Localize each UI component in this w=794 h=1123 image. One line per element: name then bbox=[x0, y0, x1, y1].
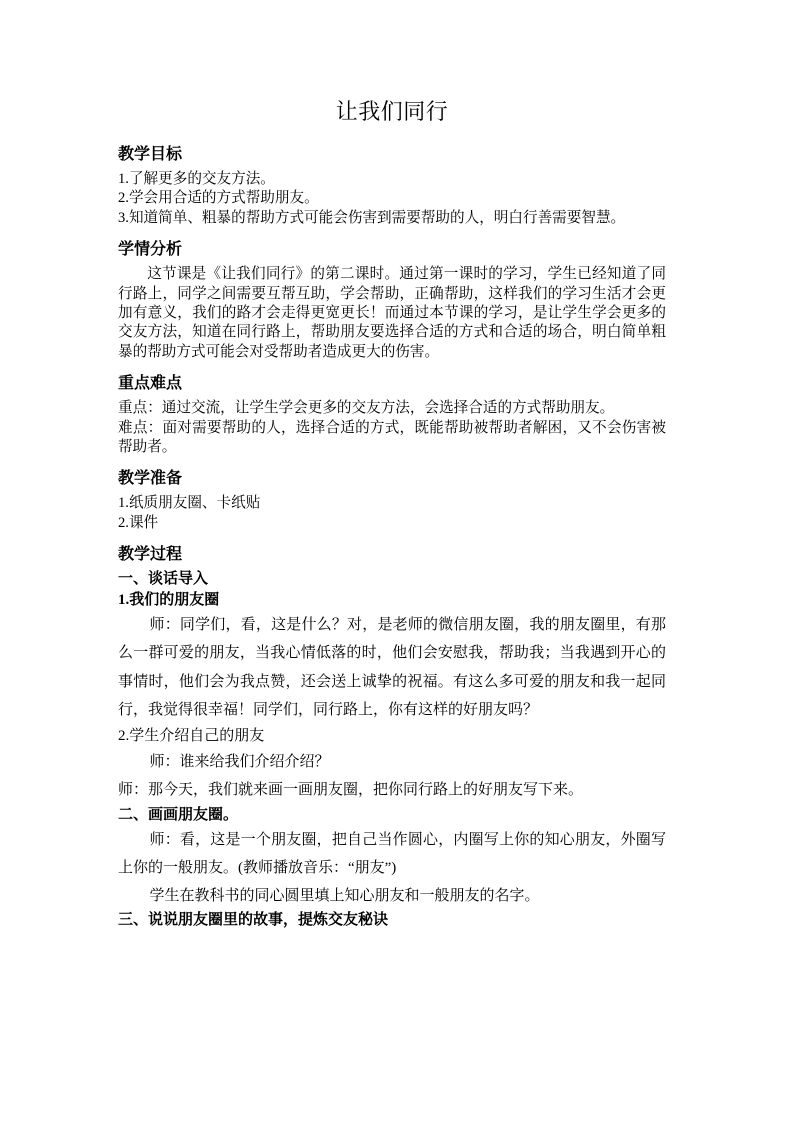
teacher-speech-2: 师：谁来给我们介绍介绍？ bbox=[149, 754, 330, 771]
page-title: 让我们同行 bbox=[335, 99, 449, 124]
preparation-item-1: 1.纸质朋友圈、卡纸贴 bbox=[118, 495, 261, 512]
section-heading-student-analysis: 学情分析 bbox=[118, 241, 183, 259]
process-substep-one-heading: 1.我们的朋友圈 bbox=[118, 592, 220, 609]
process-step-one-heading: 一、谈话导入 bbox=[118, 571, 209, 588]
teacher-speech-4: 师：看，这是一个朋友圈，把自己当作圆心，内圈写上你的知心朋友，外圈写上你的一般朋友。(教师播放音乐：“朋友”) bbox=[118, 831, 666, 876]
section-heading-process: 教学过程 bbox=[118, 546, 183, 564]
process-substep-two-heading: 2.学生介绍自己的朋友 bbox=[118, 728, 265, 745]
objective-item-2: 2.学会用合适的方式帮助朋友。 bbox=[118, 190, 319, 207]
process-step-three-heading: 三、说说朋友圈里的故事，提炼交友秘诀 bbox=[118, 912, 389, 929]
objective-item-3: 3.知道简单、粗暴的帮助方式可能会伤害到需要帮助的人，明白行善需要智慧。 bbox=[118, 209, 626, 226]
objective-item-1: 1.了解更多的交友方法。 bbox=[118, 171, 275, 187]
student-analysis-body: 这节课是《让我们同行》的第二课时。通过第一课时的学习，学生已经知道了同行路上，同学之间需要互帮互助，学会帮助，正确帮助，这样我们的学习生活才会更加有意义，我们的路才会走得更宽更长！而通过本节课的学习，是让学生学会更多的交友方法，知道在同行路上，帮助朋友要选择合适的方式和合适的场合，明白简单粗暴的帮助方式可能会对受帮助者造成更大的伤害。 bbox=[118, 266, 666, 360]
preparation-item-2: 2.课件 bbox=[118, 514, 159, 531]
section-heading-preparation: 教学准备 bbox=[118, 470, 183, 488]
student-activity: 学生在教科书的同心圆里填上知心朋友和一般朋友的名字。 bbox=[149, 887, 540, 904]
difficult-point-item: 难点：面对需要帮助的人，选择合适的方式，既能帮助被帮助者解困，又不会伤害被帮助者。 bbox=[118, 419, 666, 456]
process-step-two-heading: 二、画画朋友圈。 bbox=[118, 806, 239, 823]
section-heading-key-points: 重点难点 bbox=[118, 375, 183, 393]
teacher-speech-3: 师：那今天，我们就来画一画朋友圈，把你同行路上的好朋友写下来。 bbox=[118, 782, 584, 799]
teacher-speech-1: 师：同学们，看，这是什么？对，是老师的微信朋友圈，我的朋友圈里，有那么一群可爱的朋友，当我心情低落的时，他们会安慰我，帮助我；当我遇到开心的事情时，他们会为我点赞，还会送上诚挚的祝福。有这么多可爱的朋友和我一起同行，我觉得很幸福！同学们，同行路上，你有这样的好朋友吗？ bbox=[118, 617, 666, 718]
section-heading-objectives: 教学目标 bbox=[118, 146, 183, 163]
key-point-item: 重点：通过交流，让学生学会更多的交友方法，会选择合适的方式帮助朋友。 bbox=[118, 400, 615, 417]
document-content bbox=[118, 0, 666, 931]
